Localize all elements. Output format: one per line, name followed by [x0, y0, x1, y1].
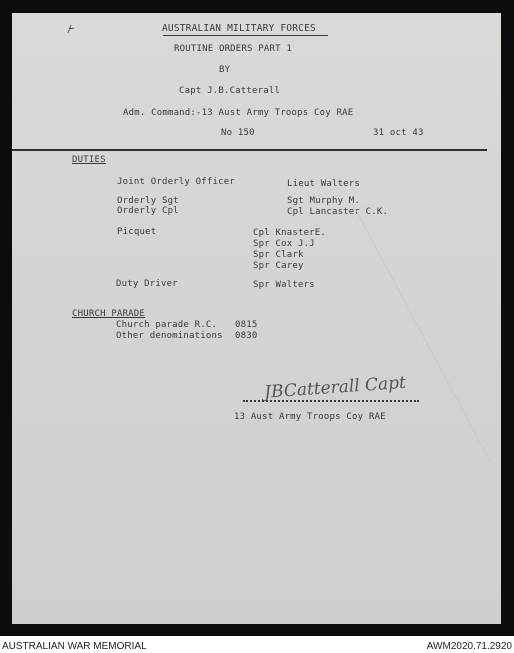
svg-text:JBCatterall Capt: JBCatterall Capt	[263, 372, 407, 403]
duties-heading: DUTIES	[72, 155, 106, 165]
church-item-label: Other denominations	[116, 331, 223, 341]
duty-role: Orderly Sgt	[117, 196, 179, 206]
paper-crease	[352, 203, 492, 463]
duty-role: Orderly Cpl	[117, 206, 179, 216]
adm-command: Adm. Command:-13 Aust Army Troops Coy RAE	[123, 108, 354, 118]
church-item-label: Church parade R.C.	[116, 320, 218, 330]
duty-role: Duty Driver	[116, 279, 178, 289]
order-date: 31 oct 43	[373, 128, 424, 138]
document-page	[12, 13, 501, 624]
duty-assignee: Lieut Walters	[287, 179, 361, 189]
footer-institution: AUSTRALIAN WAR MEMORIAL	[2, 641, 147, 652]
church-item-time: 0815	[235, 320, 258, 330]
unit-line: 13 Aust Army Troops Coy RAE	[234, 412, 386, 422]
duty-assignee: Cpl KnasterE.	[253, 228, 327, 238]
footer-catalog-id: AWM2020.71.2920	[426, 641, 512, 652]
header-issuer: Capt J.B.Catterall	[179, 86, 281, 96]
duty-assignee: Spr Walters	[253, 280, 315, 290]
duty-assignee: Sgt Murphy M.	[287, 196, 361, 206]
duty-assignee: Spr Carey	[253, 261, 304, 271]
duty-assignee: Cpl Lancaster C.K.	[287, 207, 389, 217]
duty-role: Picquet	[117, 227, 157, 237]
order-number: No 150	[221, 128, 255, 138]
duty-assignee: Spr Clark	[253, 250, 304, 260]
section-rule	[12, 149, 487, 151]
header-subtitle: ROUTINE ORDERS PART 1	[174, 44, 292, 54]
church-item-time: 0830	[235, 331, 258, 341]
header-title: AUSTRALIAN MILITARY FORCES	[162, 23, 316, 34]
duty-role: Joint Orderly Officer	[117, 177, 235, 187]
church-parade-heading: CHURCH PARADE	[72, 309, 146, 319]
title-underline	[163, 35, 328, 36]
header-by: BY	[219, 65, 231, 75]
duty-assignee: Spr Cox J.J	[253, 239, 315, 249]
pencil-mark-icon	[66, 23, 76, 35]
